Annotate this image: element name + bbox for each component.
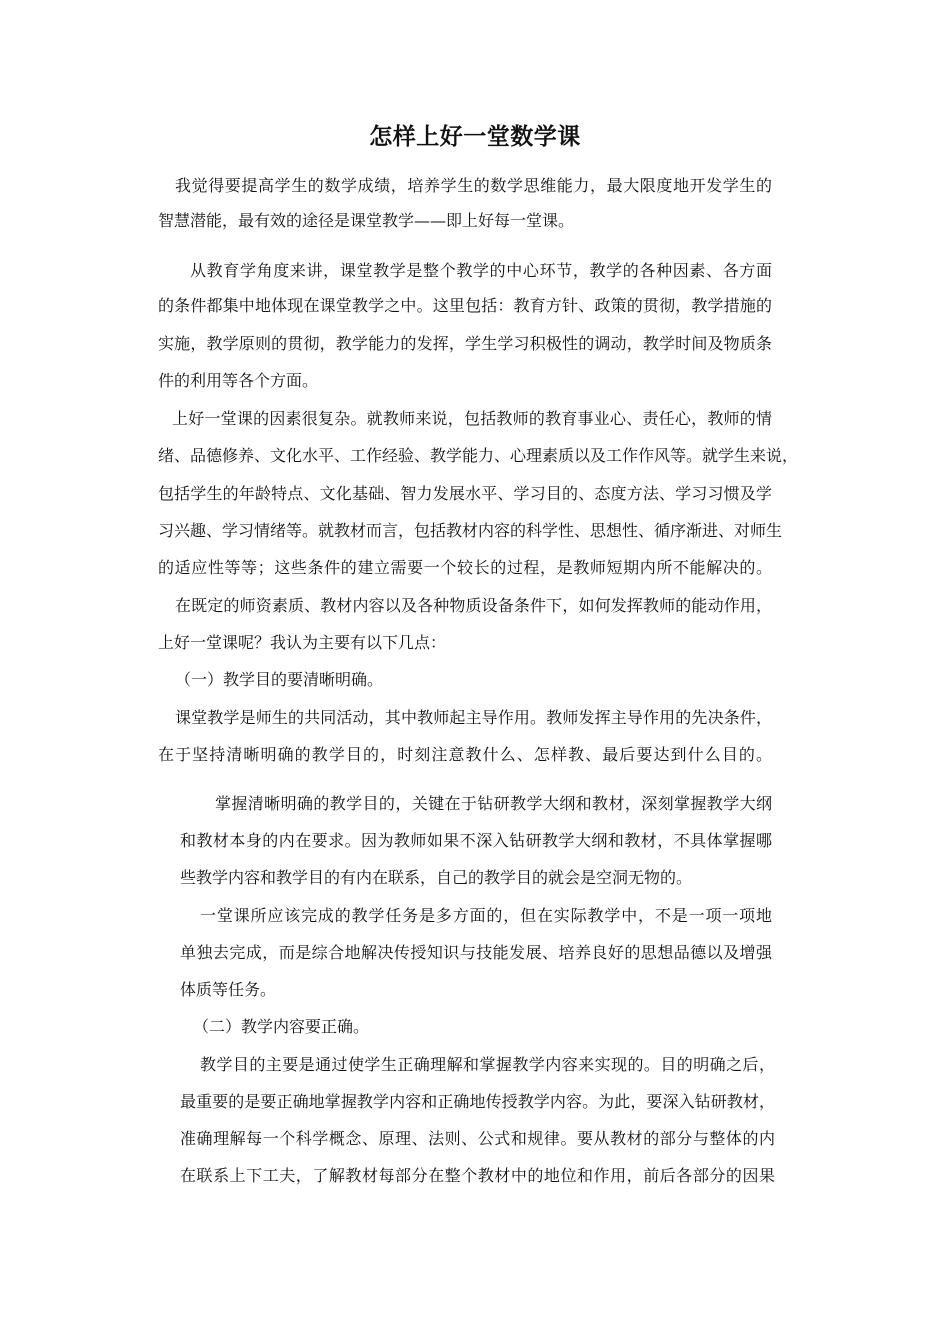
- text-line: 的适应性等等；这些条件的建立需要一个较长的过程，是教师短期内所不能解决的。: [158, 558, 772, 577]
- text-line: 在既定的师资素质、教材内容以及各种物质设备条件下，如何发挥教师的能动作用，: [175, 596, 772, 615]
- text-line: 在联系上下工夫，了解教材每部分在整个教材中的地位和作用，前后各部分的因果: [180, 1166, 775, 1185]
- text-line: 习兴趣、学习情绪等。就教材而言，包括教材内容的科学性、思想性、循序渐进、对师生: [158, 521, 783, 540]
- text-line: 智慧潜能，最有效的途径是课堂教学——即上好每一堂课。: [158, 211, 575, 230]
- text-line: 在于坚持清晰明确的教学目的，时刻注意教什么、怎样教、最后要达到什么目的。: [158, 745, 772, 764]
- text-line: 一堂课所应该完成的教学任务是多方面的，但在实际教学中，不是一项一项地: [200, 906, 772, 925]
- text-line: 准确理解每一个科学概念、原理、法则、公式和规律。要从教材的部分与整体的内: [180, 1129, 775, 1148]
- text-line: 教学目的主要是通过使学生正确理解和掌握教学内容来实现的。目的明确之后，: [200, 1055, 775, 1074]
- text-line: 上好一堂课的因素很复杂。就教师来说，包括教师的教育事业心、责任心，教师的情: [172, 409, 772, 428]
- text-line: 包括学生的年龄特点、文化基础、智力发展水平、学习目的、态度方法、学习习惯及学: [158, 484, 772, 503]
- text-line: 实施，教学原则的贯彻，教学能力的发挥，学生学习积极性的调动，教学时间及物质条: [158, 334, 772, 353]
- text-line: 课堂教学是师生的共同活动，其中教师起主导作用。教师发挥主导作用的先决条件，: [175, 708, 772, 727]
- page-title: 怎样上好一堂数学课: [369, 123, 581, 150]
- text-line: 掌握清晰明确的教学目的，关键在于钻研教学大纲和教材，深刻掌握教学大纲: [215, 794, 772, 813]
- text-line: 上好一堂课呢？我认为主要有以下几点：: [158, 633, 447, 652]
- text-line: 最重要的是要正确地掌握教学内容和正确地传授教学内容。为此，要深入钻研教材，: [180, 1092, 775, 1111]
- section-heading: （二）教学内容要正确。: [193, 1017, 370, 1036]
- text-line: 单独去完成，而是综合地解决传授知识与技能发展、培养良好的思想品德以及增强: [180, 943, 772, 962]
- section-heading: （一）教学目的要清晰明确。: [175, 670, 384, 689]
- text-line: 绪、品德修养、文化水平、工作经验、教学能力、心理素质以及工作作风等。就学生来说，: [158, 446, 799, 465]
- text-line: 件的利用等各个方面。: [158, 371, 319, 390]
- text-line: 的条件都集中地体现在课堂教学之中。这里包括：教育方针、政策的贯彻，教学措施的: [158, 296, 772, 315]
- text-line: 从教育学角度来讲，课堂教学是整个教学的中心环节，教学的各种因素、各方面: [190, 261, 772, 280]
- text-line: 和教材本身的内在要求。因为教师如果不深入钻研教学大纲和教材，不具体掌握哪: [180, 831, 772, 850]
- text-line: 体质等任务。: [180, 980, 277, 999]
- text-line: 我觉得要提高学生的数学成绩，培养学生的数学思维能力，最大限度地开发学生的: [175, 176, 772, 195]
- text-line: 些教学内容和教学目的有内在联系，自己的教学目的就会是空洞无物的。: [180, 868, 693, 887]
